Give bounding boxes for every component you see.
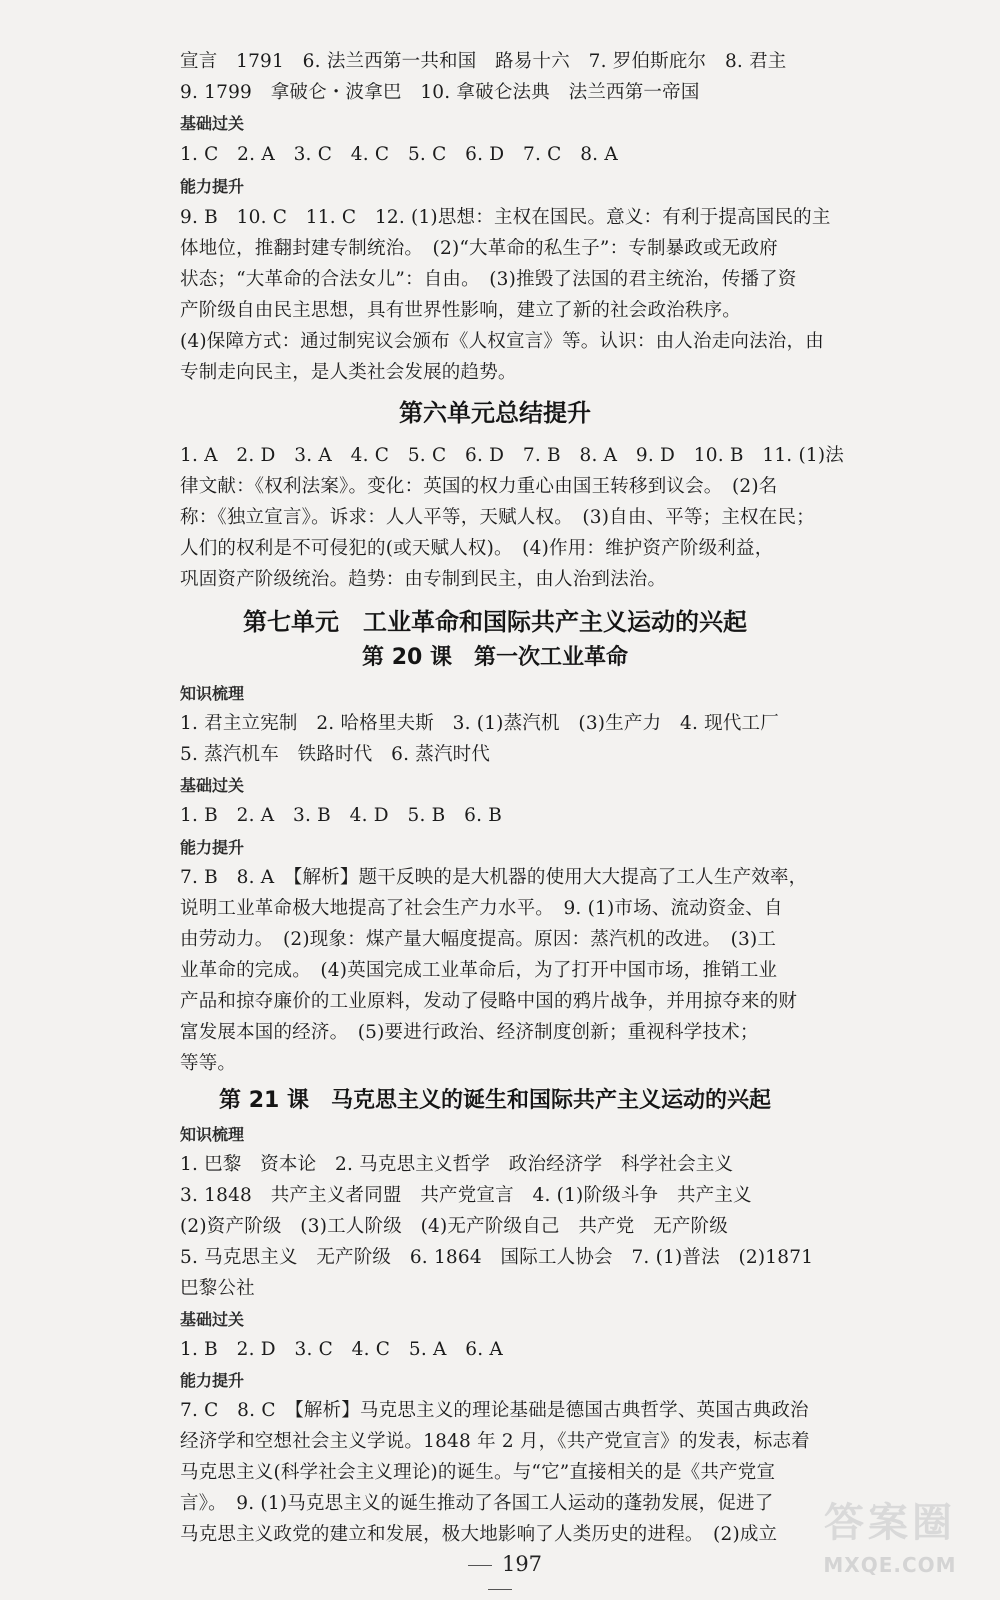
watermark bbox=[800, 1495, 980, 1585]
page-number-dash-left bbox=[468, 1565, 492, 1566]
text-line: 人们的权利是不可侵犯的(或天赋人权)。 (4)作用：维护资产阶级利益， bbox=[180, 538, 774, 559]
watermark-logo: 答案圈 bbox=[824, 1500, 956, 1546]
text-line: 说明工业革命极大地提高了社会生产力水平。 9. (1)市场、流动资金、自 bbox=[180, 898, 783, 919]
section-label-ability: 能力提升 bbox=[180, 838, 245, 857]
text-line: 律文献：《权利法案》。变化：英国的权力重心由国王转移到议会。 (2)名 bbox=[180, 476, 778, 497]
text-line: 体地位，推翻封建专制统治。 (2)“大革命的私生子”：专制暴政或无政府 bbox=[180, 238, 778, 259]
section-label-ability: 能力提升 bbox=[180, 1371, 245, 1390]
text-line: 3. 1848 共产主义者同盟 共产党宣言 4. (1)阶级斗争 共产主义 bbox=[180, 1185, 752, 1206]
text-line: 由劳动力。 (2)现象：煤产量大幅度提高。原因：蒸汽机的改进。 (3)工 bbox=[180, 929, 777, 950]
text-line: 宣言 1791 6. 法兰西第一共和国 路易十六 7. 罗伯斯庇尔 8. 君主 bbox=[180, 51, 787, 72]
text-line: 1. B 2. A 3. B 4. D 5. B 6. B bbox=[180, 805, 503, 826]
text-line: 言》。 9. (1)马克思主义的诞生推动了各国工人运动的蓬勃发展，促进了 bbox=[180, 1493, 774, 1514]
text-line: 称：《独立宣言》。诉求：人人平等，天赋人权。 (3)自由、平等；主权在民； bbox=[180, 507, 815, 528]
unit-title-heading: 第七单元 工业革命和国际共产主义运动的兴起 bbox=[243, 608, 747, 636]
text-line: 产品和掠夺廉价的工业原料，发动了侵略中国的鸦片战争，并用掠夺来的财 bbox=[180, 991, 798, 1012]
text-line: 5. 蒸汽机车 铁路时代 6. 蒸汽时代 bbox=[180, 744, 491, 765]
watermark-url: MXQE.COM bbox=[823, 1553, 957, 1577]
section-label-basic: 基础过关 bbox=[180, 1310, 245, 1329]
section-label-basic: 基础过关 bbox=[180, 776, 245, 795]
section-label-knowledge: 知识梳理 bbox=[180, 1125, 245, 1144]
page-number-value: 197 bbox=[501, 1552, 543, 1576]
text-line: 1. C 2. A 3. C 4. C 5. C 6. D 7. C 8. A bbox=[180, 144, 618, 165]
text-line: 经济学和空想社会主义学说。1848 年 2 月，《共产党宣言》的发表，标志着 bbox=[180, 1431, 810, 1452]
section-label-knowledge: 知识梳理 bbox=[180, 684, 245, 703]
text-line: (4)保障方式：通过制宪议会颁布《人权宣言》等。认识：由人治走向法治，由 bbox=[180, 331, 824, 352]
text-line: 1. 巴黎 资本论 2. 马克思主义哲学 政治经济学 科学社会主义 bbox=[180, 1154, 734, 1175]
section-label-basic: 基础过关 bbox=[180, 114, 245, 133]
text-line: 1. B 2. D 3. C 4. C 5. A 6. A bbox=[180, 1339, 503, 1360]
unit-summary-heading: 第六单元总结提升 bbox=[399, 399, 591, 427]
text-line: 9. B 10. C 11. C 12. (1)思想：主权在国民。意义：有利于提高国民的主 bbox=[180, 207, 831, 228]
text-line: 状态；“大革命的合法女儿”：自由。 (3)推毁了法国的君主统治，传播了资 bbox=[180, 269, 797, 290]
text-line: 马克思主义(科学社会主义理论)的诞生。与“它”直接相关的是《共产党宣 bbox=[180, 1462, 776, 1483]
section-label-ability: 能力提升 bbox=[180, 177, 245, 196]
text-line: 等等。 bbox=[180, 1053, 237, 1074]
page-number-dash-right bbox=[488, 1589, 512, 1590]
text-line: 1. A 2. D 3. A 4. C 5. C 6. D 7. B 8. A 9. D 10. B 11. (1)法 bbox=[180, 445, 844, 466]
text-line: 7. B 8. A 【解析】题干反映的是大机器的使用大大提高了工人生产效率， bbox=[180, 867, 808, 888]
lesson-heading: 第 21 课 马克思主义的诞生和国际共产主义运动的兴起 bbox=[219, 1088, 771, 1113]
text-line: 业革命的完成。 (4)英国完成工业革命后，为了打开中国市场，推销工业 bbox=[180, 960, 778, 981]
text-line: 巩固资产阶级统治。趋势：由专制到民主，由人治到法治。 bbox=[180, 569, 667, 590]
text-line: 产阶级自由民主思想，具有世界性影响，建立了新的社会政治秩序。 bbox=[180, 300, 742, 321]
text-line: 1. 君主立宪制 2. 哈格里夫斯 3. (1)蒸汽机 (3)生产力 4. 现代工厂 bbox=[180, 713, 779, 734]
lesson-heading: 第 20 课 第一次工业革命 bbox=[362, 645, 628, 670]
text-line: 5. 马克思主义 无产阶级 6. 1864 国际工人协会 7. (1)普法 (2)1871 bbox=[180, 1247, 814, 1268]
text-line: 马克思主义政党的建立和发展，极大地影响了人类历史的进程。 (2)成立 bbox=[180, 1524, 778, 1545]
text-line: 9. 1799 拿破仑・波拿巴 10. 拿破仑法典 法兰西第一帝国 bbox=[180, 82, 700, 103]
page-number bbox=[440, 1552, 560, 1600]
text-line: 7. C 8. C 【解析】马克思主义的理论基础是德国古典哲学、英国古典政治 bbox=[180, 1400, 809, 1421]
text-line: 富发展本国的经济。 (5)要进行政治、经济制度创新；重视科学技术； bbox=[180, 1022, 759, 1043]
text-line: (2)资产阶级 (3)工人阶级 (4)无产阶级自己 共产党 无产阶级 bbox=[180, 1216, 728, 1237]
text-line: 专制走向民主，是人类社会发展的趋势。 bbox=[180, 362, 517, 383]
text-line: 巴黎公社 bbox=[180, 1278, 255, 1299]
